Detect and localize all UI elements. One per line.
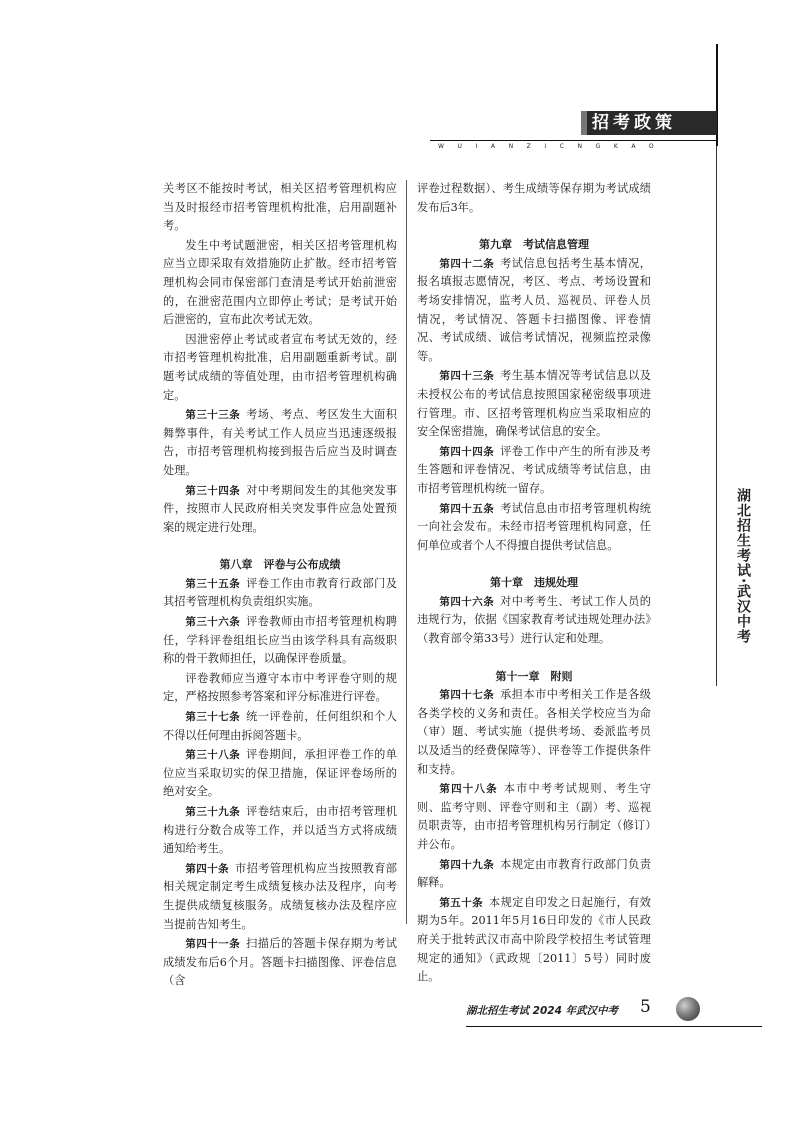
- article-paragraph: [163, 613, 397, 669]
- paragraph-text: 评卷工作中产生的所有涉及考生答题和评卷情况、考试成绩等考试信息，由市招考管理机构统一留存。: [417, 444, 651, 495]
- paragraph-text: 本规定由市教育行政部门负责解释。: [417, 857, 651, 890]
- chapter-heading: 第九章 考试信息管理: [479, 238, 589, 252]
- article-number: 第四十三条: [439, 370, 495, 383]
- paragraph-text: 考生基本情况等考试信息以及未授权公布的考试信息按照国家秘密级事项进行管理。市、区招考管理机构应当采取相应的安全保密措施，确保考试信息的安全。: [417, 369, 651, 439]
- paragraph-text: 评卷教师应当遵守本市中考评卷守则的规定，严格按照参考答案和评分标准进行评卷。: [163, 671, 397, 704]
- article-number: 第三十三条: [185, 409, 241, 422]
- article-paragraph: [163, 860, 397, 934]
- article-paragraph: [417, 894, 651, 987]
- article-paragraph: [417, 780, 651, 854]
- article-paragraph: [417, 367, 651, 441]
- footer-ornament-icon: [676, 997, 700, 1021]
- chapter-heading: 第十一章 附则: [495, 669, 573, 683]
- side-vertical-rule: [716, 146, 717, 686]
- column-divider: [406, 180, 407, 924]
- article-paragraph: [163, 803, 397, 859]
- article-paragraph: [163, 935, 397, 991]
- paragraph-text: 评卷过程数据）、考生成绩等保存期为考试成绩发布后3年。: [417, 182, 651, 214]
- paragraph-text: 承担本市中考相关工作是各级各类学校的义务和责任。各相关学校应当为命（审）题、考试实施（提供考场、委派监考员以及适当的经费保障等）、评卷等工作提供条件和支持。: [417, 688, 651, 776]
- article-number: 第三十七条: [185, 711, 241, 724]
- chapter-spacer: [163, 538, 397, 556]
- side-title: 湖北招生考试·武汉中考: [735, 488, 751, 645]
- article-number: 第四十条: [185, 862, 230, 875]
- paragraph-text: 评卷期间，承担评卷工作的单位应当采取切实的保卫措施，保证评卷场所的绝对安全。: [163, 748, 397, 799]
- page-number: 5: [640, 997, 651, 1017]
- article-number: 第三十五条: [185, 577, 241, 590]
- chapter-heading: 第八章 评卷与公布成绩: [219, 558, 341, 572]
- paragraph-text: 考场、考点、考区发生大面积舞弊事件，有关考试工作人员应当迅速逐级报告，市招考管理机构接到报告后应当及时调查处理。: [163, 408, 397, 477]
- article-paragraph: [417, 686, 651, 779]
- paragraph-text: 因泄密停止考试或者宣布考试无效的，经市招考管理机构批准，启用副题重新考试。副题考试成绩的等值处理，由市招考管理机构确定。: [163, 332, 397, 402]
- paragraph-text: 扫描后的答题卡保存期为考试成绩发布后6个月。答题卡扫描图像、评卷信息（含: [163, 937, 397, 988]
- article-number: 第四十八条: [439, 783, 498, 796]
- left-column: [163, 180, 397, 992]
- article-paragraph: [163, 406, 397, 480]
- article-paragraph: [163, 575, 397, 612]
- article-number: 第四十七条: [439, 689, 495, 702]
- article-paragraph: [417, 255, 651, 367]
- chapter-spacer: [417, 556, 651, 574]
- chapter-spacer: [417, 218, 651, 236]
- article-number: 第四十二条: [439, 257, 495, 270]
- footer-rule: [466, 1026, 762, 1027]
- article-number: 第四十九条: [439, 858, 495, 871]
- article-paragraph: [163, 482, 397, 538]
- article-paragraph: [163, 708, 397, 745]
- body-paragraph: [163, 670, 397, 707]
- article-paragraph: [417, 856, 651, 893]
- body-paragraph: [417, 180, 651, 217]
- paragraph-text: 关考区不能按时考试，相关区招考管理机构应当及时报经市招考管理机构批准，启用副题补考。: [163, 182, 397, 233]
- paragraph-text: 统一评卷前，任何组织和个人不得以任何理由拆阅答题卡。: [163, 710, 397, 742]
- header-rule: [430, 140, 716, 141]
- article-paragraph: [417, 593, 651, 649]
- article-number: 第四十六条: [439, 595, 495, 608]
- article-number: 第四十一条: [185, 938, 241, 951]
- body-paragraph: [163, 331, 397, 405]
- article-number: 第三十四条: [185, 484, 241, 497]
- paragraph-text: 评卷教师由市招考管理机构聘任，学科评卷组组长应当由该学科具有高级职称的骨干教师担任，以确保评卷质量。: [163, 615, 397, 666]
- body-paragraph: [163, 237, 397, 330]
- article-number: 第五十条: [439, 896, 484, 909]
- paragraph-text: 发生中考试题泄密，相关区招考管理机构应当立即采取有效措施防止扩散。经市招考管理机构会同市保密部门查清是考试开始前泄密的，在泄密范围内立即停止考试；是考试开始后泄密的，宣布此次考试无效。: [163, 238, 397, 327]
- article-number: 第三十八条: [185, 749, 241, 762]
- right-column: [417, 180, 651, 988]
- article-number: 第三十九条: [185, 806, 241, 818]
- article-number: 第四十五条: [439, 502, 495, 515]
- chapter-heading: 第十章 违规处理: [490, 576, 578, 590]
- paragraph-text: 考试信息由市招考管理机构统一向社会发布。未经市招考管理机构同意，任何单位或者个人不得擅自提供考试信息。: [417, 501, 651, 552]
- article-paragraph: [417, 500, 651, 556]
- article-number: 第三十六条: [185, 616, 241, 629]
- paragraph-text: 对中考考生、考试工作人员的违规行为，依据《国家教育考试违规处理办法》（教育部令第33号）进行认定和处理。: [417, 594, 651, 646]
- paragraph-text: 对中考期间发生的其他突发事件，按照市人民政府相关突发事件应急处置预案的规定进行处理。: [163, 483, 397, 534]
- paragraph-text: 评卷结束后，由市招考管理机构进行分数合成等工作，并以适当方式将成绩通知给考生。: [163, 805, 397, 856]
- chapter-spacer: [417, 650, 651, 668]
- article-paragraph: [417, 443, 651, 499]
- paragraph-text: 本规定自印发之日起施行，有效期为5年。2011年5月16日印发的《市人民政府关于批转武汉市高中阶段学校招生考试管理规定的通知》（武政规〔2011〕5号）同时废止。: [417, 895, 651, 984]
- paragraph-text: 考试信息包括考生基本情况，报名填报志愿情况，考区、考点、考场设置和考场安排情况，监考人员、巡视员、评卷人员情况，考试情况、答题卡扫描图像、评卷情况、考试成绩、诚信考试情况，视频监控录像等。: [417, 256, 651, 363]
- paragraph-text: 评卷工作由市教育行政部门及其招考管理机构负责组织实施。: [163, 576, 397, 609]
- section-pinyin: WUIANZICNGKAO: [438, 143, 668, 150]
- article-paragraph: [163, 746, 397, 802]
- article-number: 第四十四条: [439, 445, 495, 458]
- footer-journal-title: 湖北招生考试 2024 年武汉中考: [466, 1005, 619, 1017]
- section-title: 招考政策: [592, 113, 676, 133]
- body-paragraph: [163, 180, 397, 236]
- paragraph-text: 本市中考考试规则、考生守则、监考守则、评卷守则和主（副）考、巡视员职责等，由市招考管理机构另行制定（修订）并公布。: [417, 782, 651, 851]
- paragraph-text: 市招考管理机构应当按照教育部相关规定制定考生成绩复核办法及程序，向考生提供成绩复核服务。成绩复核办法及程序应当提前告知考生。: [163, 861, 397, 931]
